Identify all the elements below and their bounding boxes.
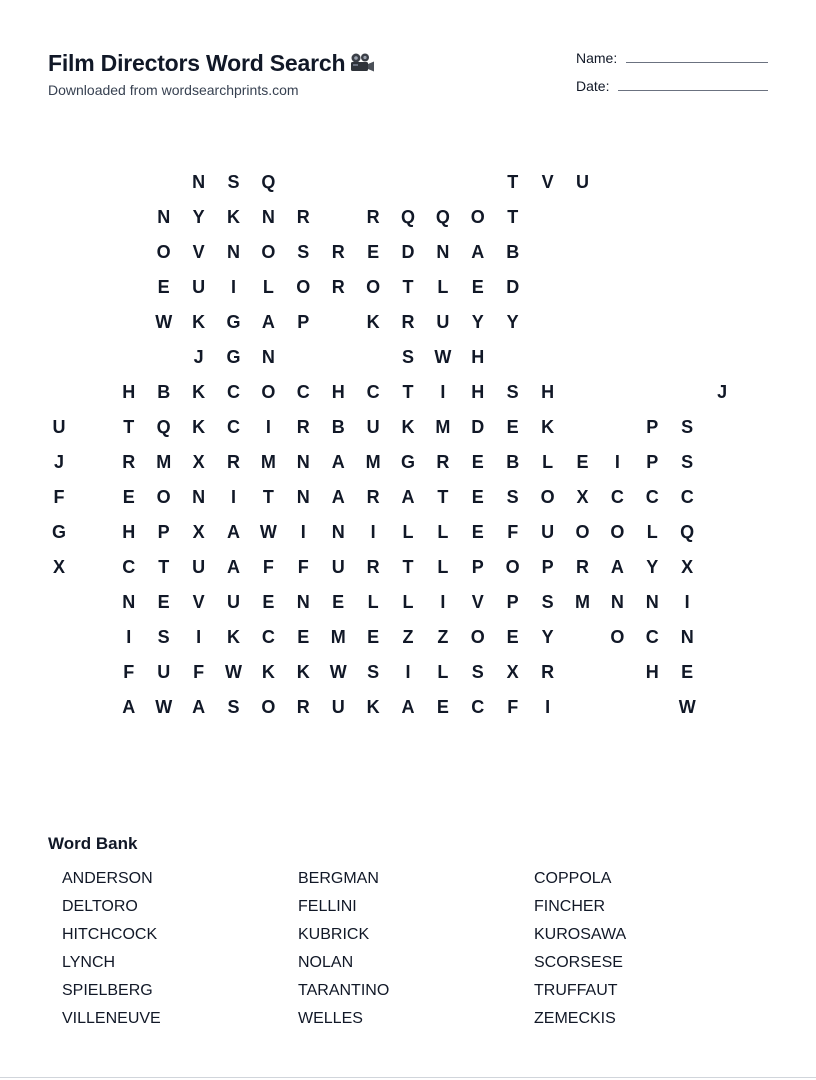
grid-letter: C — [122, 557, 136, 577]
grid-letter: F — [193, 662, 205, 682]
grid-letter: R — [296, 417, 310, 437]
grid-letter: W — [155, 697, 173, 717]
footer-divider — [0, 1077, 816, 1078]
grid-letter: S — [227, 697, 240, 717]
grid-letter: N — [610, 592, 624, 612]
grid-letter: R — [576, 557, 589, 577]
grid-letter: H — [541, 382, 555, 402]
grid-letter: P — [646, 417, 659, 437]
grid-letter: S — [157, 627, 170, 647]
grid-letter: K — [366, 697, 380, 717]
grid-letter: C — [366, 382, 380, 402]
grid-letter: R — [296, 697, 310, 717]
word-bank-item: LYNCH — [62, 954, 116, 971]
grid-letter: X — [192, 452, 205, 472]
grid-letter: Q — [156, 417, 171, 437]
grid-letter: I — [440, 592, 446, 612]
grid-letter: W — [225, 662, 242, 682]
grid-letter: Q — [400, 207, 415, 227]
word-bank-item: VILLENEUVE — [62, 1010, 161, 1027]
grid-letter: C — [645, 627, 659, 647]
grid-letter: L — [262, 277, 274, 297]
grid-letter: T — [158, 557, 170, 577]
grid-letter: P — [506, 592, 519, 612]
grid-letter: F — [262, 557, 274, 577]
word-bank-item: ZEMECKIS — [534, 1010, 616, 1027]
grid-letter: S — [227, 172, 240, 192]
grid-letter: M — [365, 452, 381, 472]
grid-letter: E — [471, 452, 484, 472]
grid-letter: V — [541, 172, 554, 192]
grid-letter: W — [259, 522, 277, 542]
word-bank-item: KUROSAWA — [534, 926, 627, 943]
grid-letter: M — [575, 592, 590, 612]
grid-letter: K — [296, 662, 310, 682]
grid-letter: L — [542, 452, 554, 472]
grid-letter: L — [437, 522, 449, 542]
grid-letter: A — [261, 312, 275, 332]
grid-letter: R — [366, 487, 380, 507]
date-label: Date: — [576, 78, 610, 94]
grid-letter: E — [506, 627, 519, 647]
grid-letter: N — [192, 487, 206, 507]
grid-letter: C — [645, 487, 659, 507]
grid-letter: N — [227, 242, 240, 262]
word-bank-item: ANDERSON — [62, 870, 153, 887]
grid-letter: R — [331, 277, 345, 297]
grid-letter: G — [400, 452, 415, 472]
grid-letter: A — [471, 242, 485, 262]
grid-letter: Q — [261, 172, 276, 192]
word-bank-item: DELTORO — [62, 898, 138, 915]
grid-letter: T — [123, 417, 135, 437]
grid-letter: T — [507, 207, 519, 227]
grid-letter: K — [192, 417, 206, 437]
grid-letter: S — [297, 242, 310, 262]
grid-letter: W — [434, 347, 452, 367]
grid-letter: W — [329, 662, 347, 682]
grid-letter: R — [331, 242, 345, 262]
grid-letter: O — [296, 277, 311, 297]
grid-letter: E — [262, 592, 275, 612]
grid-letter: W — [678, 697, 696, 717]
grid-letter: Y — [192, 207, 205, 227]
grid-letter: K — [192, 382, 206, 402]
grid-letter: O — [610, 627, 625, 647]
word-bank-item: BERGMAN — [298, 870, 379, 887]
grid-letter: Q — [435, 207, 450, 227]
grid-letter: I — [405, 662, 411, 682]
grid-letter: C — [610, 487, 624, 507]
grid-letter: J — [717, 382, 728, 402]
grid-letter: F — [297, 557, 309, 577]
word-bank-item: HITCHCOCK — [62, 926, 158, 943]
grid-letter: L — [437, 557, 449, 577]
grid-letter: H — [122, 382, 136, 402]
grid-letter: F — [123, 662, 135, 682]
grid-letter: K — [541, 417, 555, 437]
grid-letter: Y — [471, 312, 484, 332]
grid-letter: R — [366, 557, 380, 577]
grid-letter: K — [192, 312, 206, 332]
grid-letter: M — [260, 452, 276, 472]
grid-letter: U — [366, 417, 380, 437]
grid-letter: K — [227, 207, 240, 227]
grid-letter: E — [157, 592, 170, 612]
grid-letter: O — [610, 522, 625, 542]
grid-letter: S — [681, 417, 694, 437]
grid-letter: G — [226, 347, 241, 367]
grid-letter: D — [471, 417, 485, 437]
grid-letter: L — [367, 592, 379, 612]
grid-letter: E — [157, 277, 170, 297]
grid-letter: M — [156, 452, 172, 472]
grid-letter: O — [261, 382, 276, 402]
grid-letter: O — [575, 522, 590, 542]
grid-letter: O — [261, 697, 276, 717]
word-bank-item: NOLAN — [298, 954, 354, 971]
grid-letter: P — [471, 557, 484, 577]
grid-letter: N — [296, 452, 310, 472]
grid-letter: E — [332, 592, 345, 612]
grid-letter: O — [470, 207, 485, 227]
grid-letter: T — [507, 172, 519, 192]
grid-letter: P — [646, 452, 659, 472]
grid-letter: S — [506, 382, 519, 402]
grid-letter: D — [506, 277, 520, 297]
word-bank-item: COPPOLA — [534, 870, 612, 887]
grid-letter: J — [53, 452, 64, 472]
grid-letter: A — [192, 697, 206, 717]
grid-letter: C — [261, 627, 275, 647]
grid-letter: E — [367, 242, 380, 262]
grid-letter: N — [296, 592, 310, 612]
grid-letter: R — [227, 452, 240, 472]
grid-letter: W — [155, 312, 173, 332]
grid-letter: G — [51, 522, 66, 542]
grid-letter: T — [402, 557, 414, 577]
grid-letter: O — [540, 487, 555, 507]
grid-letter: I — [230, 487, 236, 507]
grid-letter: L — [402, 592, 414, 612]
grid-letter: A — [331, 452, 345, 472]
grid-letter: U — [192, 557, 206, 577]
grid-letter: O — [156, 242, 171, 262]
grid-letter: G — [226, 312, 241, 332]
grid-letter: J — [193, 347, 204, 367]
grid-letter: Y — [541, 627, 554, 647]
grid-letter: X — [506, 662, 519, 682]
grid-letter: X — [192, 522, 205, 542]
grid-letter: N — [436, 242, 450, 262]
grid-letter: F — [507, 697, 519, 717]
grid-letter: I — [230, 277, 236, 297]
grid-letter: P — [541, 557, 554, 577]
grid-letter: D — [401, 242, 415, 262]
grid-letter: R — [436, 452, 450, 472]
word-bank-item: FINCHER — [534, 898, 606, 915]
word-bank-item: WELLES — [298, 1010, 363, 1027]
grid-letter: R — [296, 207, 310, 227]
grid-letter: A — [401, 487, 415, 507]
grid-letter: N — [331, 522, 345, 542]
grid-letter: H — [331, 382, 345, 402]
grid-letter: V — [192, 242, 205, 262]
name-label: Name: — [576, 50, 618, 66]
word-bank-item: TRUFFAUT — [534, 982, 618, 999]
grid-letter: H — [471, 347, 485, 367]
grid-letter: X — [576, 487, 589, 507]
grid-letter: S — [471, 662, 484, 682]
grid-letter: N — [680, 627, 694, 647]
grid-letter: F — [53, 487, 65, 507]
grid-letter: E — [297, 627, 310, 647]
grid-letter: R — [401, 312, 415, 332]
grid-letter: C — [471, 697, 485, 717]
grid-letter: A — [227, 522, 240, 542]
grid-letter: B — [331, 417, 345, 437]
grid-letter: M — [435, 417, 451, 437]
grid-letter: O — [156, 487, 171, 507]
grid-letter: H — [122, 522, 136, 542]
grid-letter: I — [126, 627, 132, 647]
grid-letter: N — [157, 207, 171, 227]
grid-letter: A — [227, 557, 240, 577]
grid-letter: X — [681, 557, 694, 577]
grid-letter: L — [646, 522, 658, 542]
grid-letter: E — [471, 487, 484, 507]
grid-letter: P — [297, 312, 310, 332]
grid-letter: L — [437, 662, 449, 682]
grid-letter: U — [331, 557, 345, 577]
grid-letter: Z — [402, 627, 414, 647]
grid-letter: N — [122, 592, 136, 612]
grid-letter: H — [645, 662, 659, 682]
grid-letter: B — [506, 242, 520, 262]
grid-letter: T — [437, 487, 449, 507]
grid-letter: U — [157, 662, 171, 682]
grid-letter: K — [366, 312, 380, 332]
grid-letter: V — [192, 592, 205, 612]
word-bank-title: Word Bank — [48, 834, 138, 853]
grid-letter: U — [436, 312, 450, 332]
grid-letter: E — [436, 697, 449, 717]
word-bank-item: SPIELBERG — [62, 982, 153, 999]
grid-letter: E — [471, 277, 484, 297]
grid-letter: S — [681, 452, 694, 472]
grid-letter: C — [227, 417, 240, 437]
grid-letter: U — [331, 697, 345, 717]
grid-letter: P — [157, 522, 170, 542]
grid-letter: L — [437, 277, 449, 297]
grid-letter: U — [192, 277, 206, 297]
grid-letter: A — [401, 697, 415, 717]
grid-letter: A — [610, 557, 624, 577]
grid-letter: I — [300, 522, 306, 542]
grid-letter: L — [402, 522, 414, 542]
grid-letter: U — [576, 172, 589, 192]
grid-letter: I — [440, 382, 446, 402]
grid-letter: C — [296, 382, 310, 402]
grid-letter: Z — [437, 627, 449, 647]
word-bank-item: KUBRICK — [298, 926, 370, 943]
grid-letter: Q — [680, 522, 695, 542]
word-bank-item: FELLINI — [298, 898, 357, 915]
grid-letter: C — [227, 382, 240, 402]
grid-letter: I — [684, 592, 690, 612]
grid-letter: U — [541, 522, 555, 542]
grid-letter: N — [296, 487, 310, 507]
grid-letter: N — [192, 172, 206, 192]
grid-letter: I — [265, 417, 271, 437]
grid-letter: K — [261, 662, 275, 682]
grid-letter: N — [261, 347, 275, 367]
grid-letter: O — [470, 627, 485, 647]
grid-letter: I — [545, 697, 551, 717]
grid-letter: E — [471, 522, 484, 542]
grid-letter: O — [505, 557, 520, 577]
grid-letter: T — [262, 487, 274, 507]
grid-letter: E — [506, 417, 519, 437]
grid-letter: V — [471, 592, 484, 612]
grid-letter: E — [576, 452, 589, 472]
title-text: Film Directors Word Search — [48, 50, 346, 76]
grid-letter: X — [52, 557, 65, 577]
grid-letter: A — [331, 487, 345, 507]
grid-letter: B — [157, 382, 171, 402]
grid-letter: O — [261, 242, 276, 262]
grid-letter: A — [122, 697, 136, 717]
grid-letter: S — [541, 592, 554, 612]
grid-letter: E — [681, 662, 694, 682]
grid-letter: K — [227, 627, 240, 647]
grid-letter: T — [402, 277, 414, 297]
grid-letter: N — [261, 207, 275, 227]
grid-letter: S — [367, 662, 380, 682]
grid-letter: Y — [506, 312, 519, 332]
grid-letter: C — [680, 487, 694, 507]
grid-letter: O — [366, 277, 381, 297]
grid-letter: B — [506, 452, 520, 472]
grid-letter: U — [227, 592, 240, 612]
grid-letter: R — [366, 207, 380, 227]
grid-letter: U — [52, 417, 66, 437]
grid-letter: S — [506, 487, 519, 507]
word-bank-item: TARANTINO — [298, 982, 390, 999]
word-bank-item: SCORSESE — [534, 954, 623, 971]
grid-letter: E — [367, 627, 380, 647]
grid-letter: N — [645, 592, 659, 612]
grid-letter: F — [507, 522, 519, 542]
grid-letter: I — [614, 452, 620, 472]
grid-letter: M — [330, 627, 346, 647]
grid-letter: S — [401, 347, 414, 367]
grid-letter: I — [196, 627, 202, 647]
grid-letter: E — [122, 487, 135, 507]
grid-letter: Y — [646, 557, 659, 577]
grid-letter: K — [401, 417, 415, 437]
grid-letter: R — [122, 452, 136, 472]
grid-letter: H — [471, 382, 485, 402]
grid-letter: T — [402, 382, 414, 402]
page-subtitle: Downloaded from wordsearchprints.com — [48, 82, 299, 98]
grid-letter: I — [370, 522, 376, 542]
grid-letter: R — [541, 662, 555, 682]
